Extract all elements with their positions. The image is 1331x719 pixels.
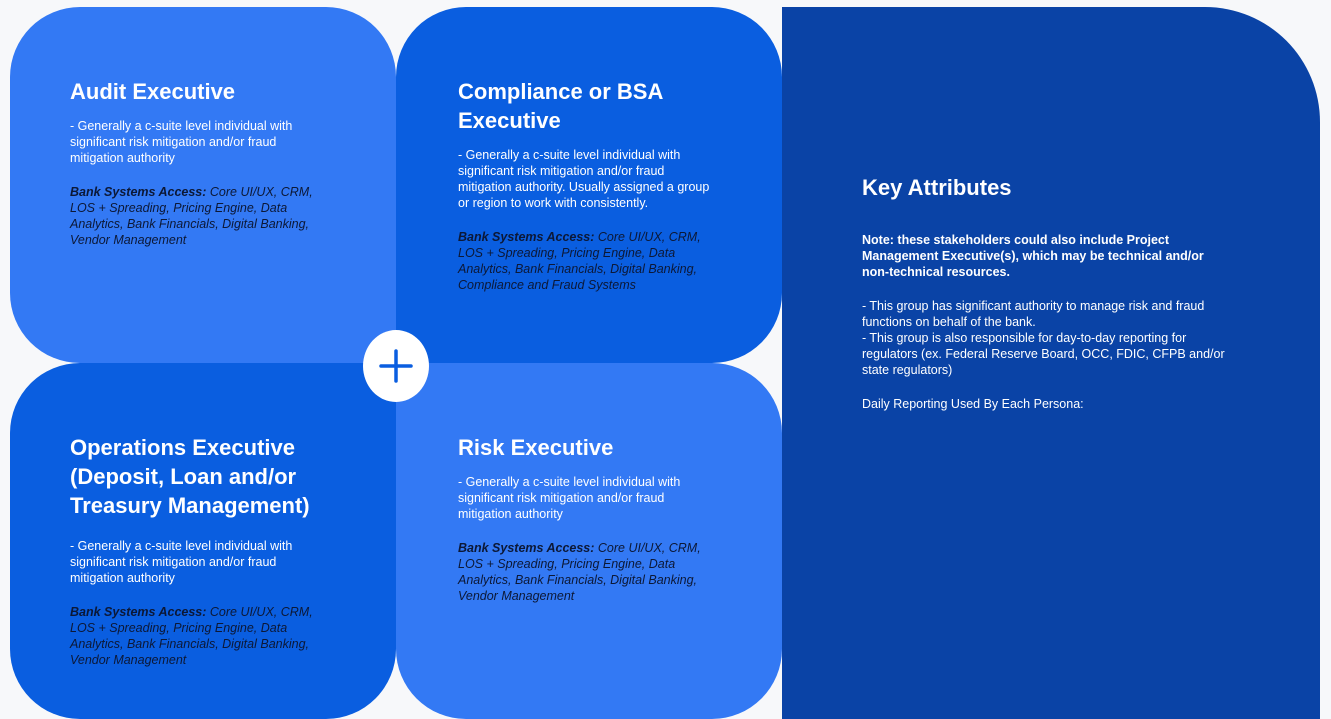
key-attributes-note: Note: these stakeholders could also include Project Management Executive(s), which may be technical and/or non-technical resources. xyxy=(862,233,1204,279)
compliance-executive-description: - Generally a c-suite level individual with significant risk mitigation and/or fraud mitigation authority. Usually assigned a group or region to work with consistently. xyxy=(458,148,710,210)
plus-icon xyxy=(363,330,429,402)
access-value: Core UI/UX, CRM, LOS + Spreading, Pricing Engine, Data Analytics, Bank Financials, Digital Banking, Vendor Management xyxy=(458,541,701,603)
key-attributes-panel xyxy=(782,7,1320,719)
audit-executive-access xyxy=(70,184,330,248)
compliance-executive-access xyxy=(458,229,720,293)
operations-executive-access xyxy=(70,604,330,668)
access-value: Core UI/UX, CRM, LOS + Spreading, Pricing Engine, Data Analytics, Bank Financials, Digital Banking, Compliance and Fraud Systems xyxy=(458,230,701,292)
daily-reporting-label: Daily Reporting Used By Each Persona: xyxy=(862,397,1084,411)
audit-executive-card xyxy=(10,7,396,363)
access-value: Core UI/UX, CRM, LOS + Spreading, Pricing Engine, Data Analytics, Bank Financials, Digital Banking, Vendor Management xyxy=(70,605,313,667)
access-label: Bank Systems Access: xyxy=(70,185,207,199)
compliance-executive-card xyxy=(396,7,782,363)
operations-executive-title: Operations Executive (Deposit, Loan and/or Treasury Management) xyxy=(70,435,310,518)
audit-executive-description: - Generally a c-suite level individual with significant risk mitigation and/or fraud mitigation authority xyxy=(70,119,293,165)
access-label: Bank Systems Access: xyxy=(70,605,207,619)
risk-executive-card xyxy=(396,363,782,719)
key-attributes-bullet: - This group has significant authority to manage risk and fraud functions on behalf of the bank. xyxy=(862,299,1205,329)
risk-executive-access xyxy=(458,540,720,604)
operations-executive-description: - Generally a c-suite level individual with significant risk mitigation and/or fraud mitigation authority xyxy=(70,539,293,585)
risk-executive-description: - Generally a c-suite level individual with significant risk mitigation and/or fraud mitigation authority xyxy=(458,475,681,521)
compliance-executive-title: Compliance or BSA Executive xyxy=(458,79,663,133)
key-attributes-title: Key Attributes xyxy=(862,175,1012,200)
plus-icon-glyph xyxy=(378,348,414,384)
key-attributes-bullet: - This group is also responsible for day-to-day reporting for regulators (ex. Federal Reserve Board, OCC, FDIC, CFPB and/or state regulators) xyxy=(862,331,1225,377)
access-label: Bank Systems Access: xyxy=(458,230,595,244)
audit-executive-title: Audit Executive xyxy=(70,79,236,104)
operations-executive-card xyxy=(10,363,396,719)
access-label: Bank Systems Access: xyxy=(458,541,595,555)
risk-executive-title: Risk Executive xyxy=(458,435,614,460)
access-value: Core UI/UX, CRM, LOS + Spreading, Pricing Engine, Data Analytics, Bank Financials, Digital Banking, Vendor Management xyxy=(70,185,313,247)
